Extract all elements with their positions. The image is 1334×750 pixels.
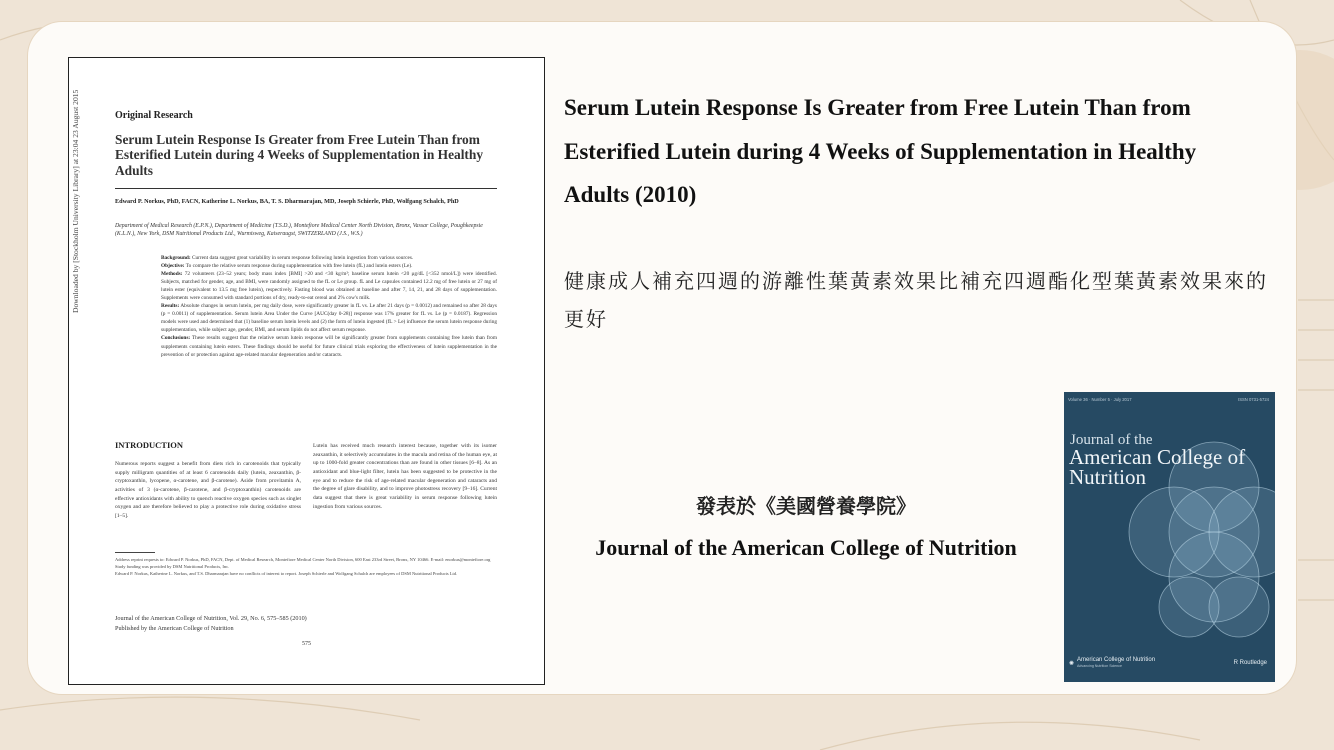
abstract-methods: Methods: 72 volunteers (23–52 years; body mass index [BMI] >20 and <30 kg/m²; baseline serum lutein <20 μg/dL [<352 nmol/L]) were identified. Subjects, matched for gender, age, and BMI, were randomly assigned to the fL or Le group. fL and Le capsules contained 12.2 mg of free lutein or 27 mg of lutein ester (equivalent to 13.5 mg free lutein), respectively. Fasting blood was obtained at baseline and after 7, 14, 21, and 28 days of supplementation. Supplements were consumed with standard portions of dry, ready-to-eat cereal and 2% cow's milk. (161, 271, 497, 302)
published-in-label: 發表於《美國營養學院》 (696, 494, 916, 518)
abstract-results: Results: Absolute changes in serum lutein, per mg daily dose, were significantly greater in fL vs. Le after 21 days (p = 0.0012) and remained so after 28 days (p = 0.0011) of supplementation. Serum lutein Area Under the Curve [AUC(day 0-28)] response was 17% greater for fL vs. Le (p = 0.0187). Regression models were used and determined that (1) baseline serum lutein levels and (2) the form of lutein ingested (fL > Le) influence the serum lutein response during supplementation, while subject age, gender, BMI, and serum lipids do not affect serum response. (161, 303, 497, 334)
paper-first-page (68, 57, 545, 685)
cover-publisher-name: American College of Nutrition (1077, 657, 1156, 663)
intro-heading: INTRODUCTION (115, 440, 184, 450)
published-by: Published by the American College of Nutrition (115, 624, 234, 632)
abstract-conclusions: Conclusions: These results suggest that the relative serum lutein response will be significantly greater from supplements containing free lutein than from supplements containing lutein esters. These findings should be useful for future clinical trials exploring the effectiveness of lutein supplementation in the prevention of or protection against age-related macular degeneration and/or cataracts. (161, 335, 497, 358)
college-logo-icon: ✺ (1069, 660, 1075, 667)
download-note: Downloaded by [Stockholm University Library] at 23:04 23 August 2015 (71, 89, 80, 313)
intro-column-left: Numerous reports suggest a benefit from diets rich in carotenoids that typically supply milligram quantities of at least 6 carotenoids daily (lutein, zeaxanthin, β-cryptoxanthin, lycopene, α-carotene, and β-carotene). Aside from provitamin A, activities of 3 (α-carotene, β-carotene, and β-cryptoxanthin) carotenoids are effective antioxidants with ability to quench reactive oxygen species such as singlet oxygen and are therefore believed to play a protective role during oxidative stress [1–5]. (115, 461, 301, 520)
paper-authors: Edward P. Norkus, PhD, FACN, Katherine L. Norkus, BA, T. S. Dharmarajan, MD, Joseph Schierle, PhD, Wolfgang Schalch, PhD (115, 198, 459, 205)
cover-journal-of: Journal of the (1070, 432, 1153, 448)
abstract-objective: Objective: To compare the relative serum response during supplementation with free lutein (fL) and lutein esters (Le). (161, 263, 413, 270)
cover-issn: ISSN 0731-5724 (1238, 397, 1269, 402)
journal-name: Journal of the American College of Nutrition (595, 535, 1017, 560)
paper-abstract (161, 254, 497, 359)
cover-volume: Volume 36 · Number 5 · July 2017 (1068, 397, 1132, 402)
cover-journal-name: American College of Nutrition (1069, 445, 1246, 489)
footnote: Study funding was provided by DSM Nutritional Products, Inc. (115, 563, 230, 569)
cover-publisher-sub: Advancing Nutrition Science (1077, 664, 1122, 668)
footnote-rule (115, 552, 155, 553)
title-rule (115, 188, 497, 189)
footnote: Edward P. Norkus, Katherine L. Norkus, and T.S. Dharmarajan have no conflicts of interest to report. Joseph Schierle and Wolfgang Schalch are employees of DSM Nutritional Products Ltd. (115, 570, 458, 576)
cover-publisher (1069, 657, 1155, 669)
journal-reference (115, 614, 497, 633)
journal-citation: Journal of the American College of Nutrition, Vol. 29, No. 6, 575–585 (2010) (115, 615, 307, 622)
routledge-logo: R Routledge (1233, 660, 1267, 666)
paper-section: Original Research (115, 110, 193, 121)
intro-column-right: Lutein has received much research interest because, together with its isomer zeaxanthin, it selectively accumulates in the macula and retina of the human eye, at up to 1000-fold greater concentrations than are found in other tissues [6–8]. As an antioxidant and blue-light filter, lutein has been suggested to be protective in the eye and to reduce the risk of age-related macular degeneration and cataracts and the degree of glare disability, and to improve photostress recovery [9–16]. Current data suggest that there is great variability in serum response following lutein ingestion from various sources. (313, 443, 497, 510)
paper-title: Serum Lutein Response Is Greater from Free Lutein Than from Esterified Lutein during 4 Weeks of Supplementation in Healthy Adults (115, 132, 484, 178)
paper-affiliation: Department of Medical Research (E.P.N.), Department of Medicine (T.S.D.), Montefiore Medical Center North Division, Bronx, Vassar College, Poughkeepsie (K.L.N.), New York, DSM Nutritional Products Ltd., Wurmisweg, Kaiseraugst, SWITZERLAND (J.S., W.S.) (115, 223, 483, 238)
footnote: Address reprint requests to: Edward P. Norkus, PhD, FACN, Dept. of Medical Research, Montefiore Medical Center North Division, 600 East 233rd Street, Bronx, NY 10466. E-mail: enorkus@montefiore.org (115, 557, 491, 562)
abstract-background: Background: Current data suggest great variability in serum response following lutein ingestion from various sources. (161, 255, 414, 261)
footnotes (115, 557, 497, 577)
page-number: 575 (302, 641, 311, 647)
chinese-title: 健康成人補充四週的游離性葉黃素效果比補充四週酯化型葉黃素效果來的更好 (564, 269, 1268, 331)
journal-cover (1064, 392, 1275, 682)
english-title: Serum Lutein Response Is Greater from Free Lutein Than from Esterified Lutein during 4 Weeks of Supplementation in Healthy Adults (2010) (564, 95, 1197, 208)
routledge-r-icon: R (1233, 660, 1238, 666)
